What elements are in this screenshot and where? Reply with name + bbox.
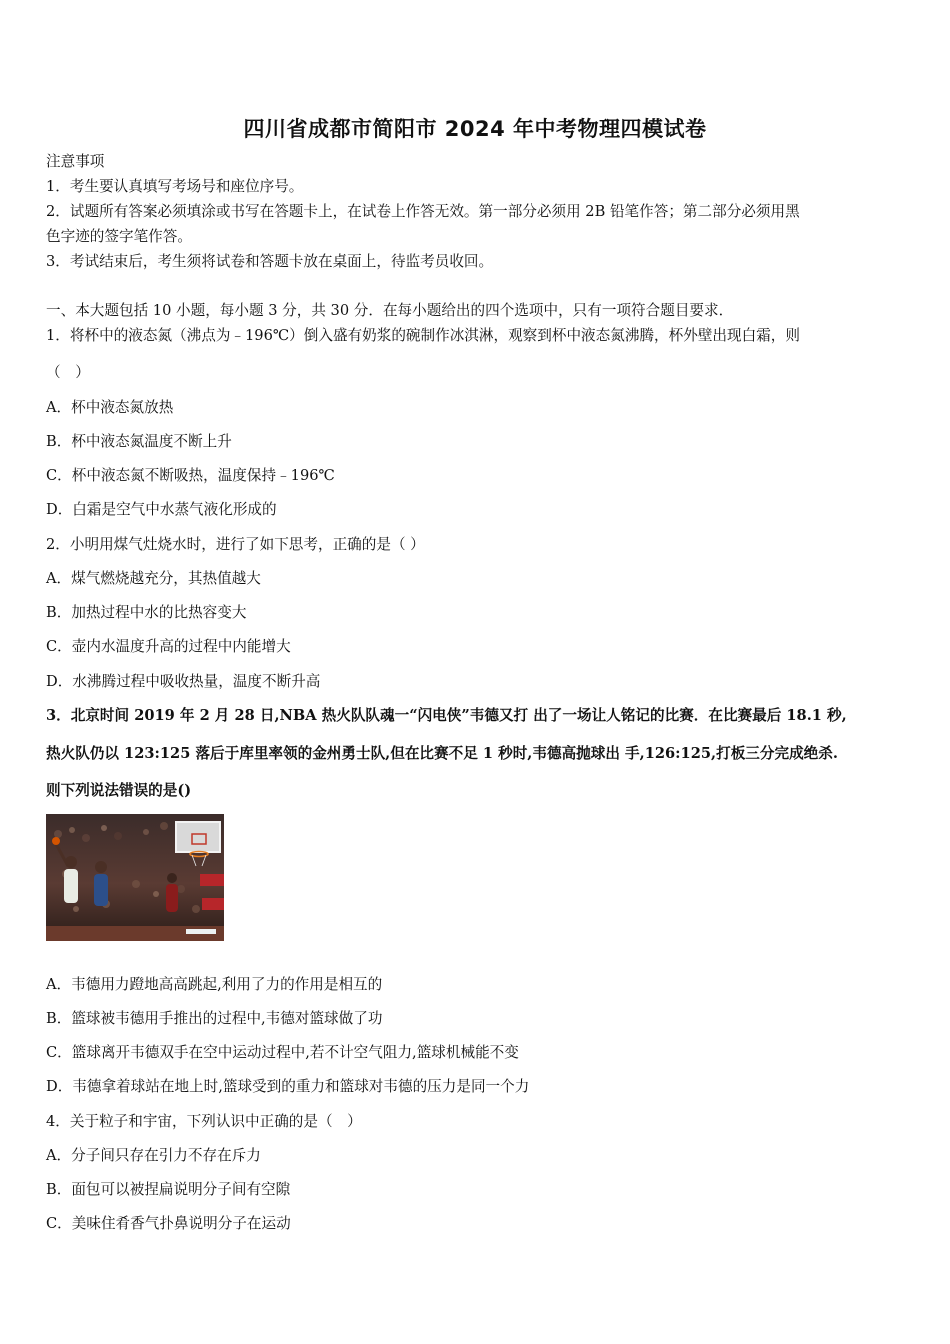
question-1-option-c: C．杯中液态氮不断吸热，温度保持﹣196℃ xyxy=(46,467,335,484)
question-1-stem: 1．将杯中的液态氮（沸点为﹣196℃）倒入盛有奶浆的碗制作冰淇淋，观察到杯中液态氮沸腾，杯外壁出现白霜，则 xyxy=(46,327,800,344)
question-4-option-a: A．分子间只存在引力不存在斥力 xyxy=(46,1147,261,1164)
question-3-stem: 则下列说法错误的是() xyxy=(46,782,192,799)
page-title: 四川省成都市简阳市 2024 年中考物理四模试卷 xyxy=(243,117,707,141)
question-4-option-c: C．美味住肴香气扑鼻说明分子在运动 xyxy=(46,1215,291,1232)
question-1-option-d: D．白霜是空气中水蒸气液化形成的 xyxy=(46,501,277,518)
notice-item: 3．考试结束后，考生须将试卷和答题卡放在桌面上，待监考员收回。 xyxy=(46,253,494,270)
question-1-stem: （ ） xyxy=(46,364,90,381)
notice-item: 1．考生要认真填写考场号和座位序号。 xyxy=(46,178,304,195)
notice-item: 色字迹的签字笔作答。 xyxy=(46,228,192,245)
question-3-stem: 3．北京时间 2019 年 2 月 28 日,NBA 热火队队魂一“闪电侠”韦德又打 出了一场让人铭记的比赛．在比赛最后 18.1 秒, xyxy=(46,707,847,724)
question-4-stem: 4．关于粒子和宇宙，下列认识中正确的是（ ） xyxy=(46,1113,362,1130)
question-2-option-b: B．加热过程中水的比热容变大 xyxy=(46,604,247,621)
question-3-stem: 热火队仍以 123:125 落后于库里率领的金州勇士队,但在比赛不足 1 秒时,韦德高抛球出 手,126:125,打板三分完成绝杀. xyxy=(46,745,838,762)
question-2-option-a: A．煤气燃烧越充分，其热值越大 xyxy=(46,570,261,587)
question-3-option-d: D．韦德拿着球站在地上时,篮球受到的重力和篮球对韦德的压力是同一个力 xyxy=(46,1078,530,1095)
question-3-option-a: A．韦德用力蹬地高高跳起,利用了力的作用是相互的 xyxy=(46,976,383,993)
question-2-stem: 2．小明用煤气灶烧水时，进行了如下思考，正确的是（ ） xyxy=(46,536,425,553)
question-1-option-a: A．杯中液态氮放热 xyxy=(46,399,174,416)
question-1-option-b: B．杯中液态氮温度不断上升 xyxy=(46,433,232,450)
question-4-option-b: B．面包可以被捏扁说明分子间有空隙 xyxy=(46,1181,291,1198)
question-3-option-b: B．篮球被韦德用手推出的过程中,韦德对篮球做了功 xyxy=(46,1010,383,1027)
question-3-option-c: C．篮球离开韦德双手在空中运动过程中,若不计空气阻力,篮球机械能不变 xyxy=(46,1044,519,1061)
section-intro: 一、本大题包括 10 小题，每小题 3 分，共 30 分．在每小题给出的四个选项中，只有一项符合题目要求． xyxy=(46,302,734,319)
question-2-option-c: C．壶内水温度升高的过程中内能增大 xyxy=(46,638,291,655)
notice-heading: 注意事项 xyxy=(46,153,105,170)
notice-item: 2．试题所有答案必须填涂或书写在答题卡上，在试卷上作答无效。第一部分必须用 2B 铅笔作答；第二部分必须用黑 xyxy=(46,203,800,220)
basketball-photo xyxy=(46,814,224,941)
question-2-option-d: D．水沸腾过程中吸收热量，温度不断升高 xyxy=(46,673,321,690)
